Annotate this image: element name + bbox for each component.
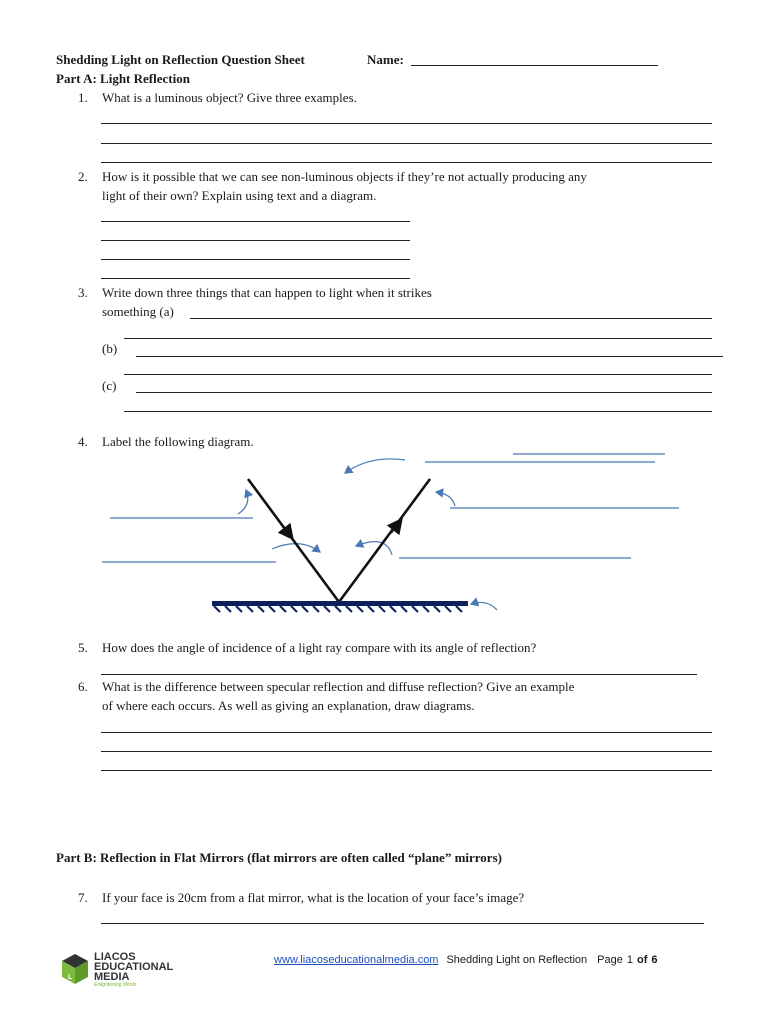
q3b-answer-line[interactable] bbox=[124, 374, 712, 375]
footer-of-label: of bbox=[636, 954, 648, 966]
logo-text-line3: MEDIA bbox=[94, 971, 130, 983]
pointer-arrow bbox=[345, 459, 405, 473]
incident-ray bbox=[248, 479, 339, 602]
q2-answer-line[interactable] bbox=[101, 278, 410, 279]
q4-number: 4. bbox=[78, 434, 88, 449]
q1-answer-line[interactable] bbox=[101, 143, 712, 144]
q7-number: 7. bbox=[78, 890, 88, 905]
q6-answer-line[interactable] bbox=[101, 770, 712, 771]
q2-answer-line[interactable] bbox=[101, 221, 410, 222]
reflection-diagram bbox=[0, 440, 768, 620]
logo-tagline: Enlightening Minds bbox=[94, 982, 137, 988]
footer-website-link[interactable]: www.liacoseducationalmedia.com bbox=[274, 954, 439, 966]
liacos-logo bbox=[60, 952, 190, 988]
pointer-arrow bbox=[471, 602, 497, 610]
q3-text-line2: something (a) bbox=[102, 304, 174, 319]
q6-answer-line[interactable] bbox=[101, 732, 712, 733]
q5-text: How does the angle of incidence of a light ray compare with its angle of reflection? bbox=[102, 640, 537, 655]
sheet-title: Shedding Light on Reflection Question Sheet bbox=[56, 52, 305, 67]
part-a-heading: Part A: Light Reflection bbox=[56, 71, 190, 86]
q3-text-line1: Write down three things that can happen to light when it strikes bbox=[102, 285, 432, 300]
q1-text: What is a luminous object? Give three examples. bbox=[102, 90, 357, 105]
logo-text-line1: LIACOS bbox=[94, 951, 136, 963]
q6-number: 6. bbox=[78, 679, 88, 694]
part-b-heading: Part B: Reflection in Flat Mirrors (flat mirrors are often called “plane” mirrors) bbox=[56, 850, 502, 865]
q4-text: Label the following diagram. bbox=[102, 434, 254, 449]
q3-c-label: (c) bbox=[102, 378, 117, 393]
q3a-answer-line[interactable] bbox=[190, 318, 712, 319]
q2-text-line2: light of their own? Explain using text and a diagram. bbox=[102, 188, 377, 203]
q2-answer-line[interactable] bbox=[101, 259, 410, 260]
q3a-answer-line[interactable] bbox=[124, 338, 712, 339]
q3-b-label: (b) bbox=[102, 341, 118, 356]
q6-text-line2: of where each occurs. As well as giving an explanation, draw diagrams. bbox=[102, 698, 475, 713]
q6-answer-line[interactable] bbox=[101, 751, 712, 752]
q1-answer-line[interactable] bbox=[101, 162, 712, 163]
q7-answer-line[interactable] bbox=[101, 923, 704, 924]
footer-page-total: 6 bbox=[651, 954, 658, 966]
logo-text-line2: EDUCATIONAL bbox=[94, 961, 174, 973]
pointer-arrow bbox=[238, 490, 248, 514]
svg-text:L: L bbox=[68, 974, 73, 981]
reflected-ray bbox=[339, 479, 430, 602]
footer-title: Shedding Light on Reflection bbox=[446, 954, 588, 966]
q6-text-line1: What is the difference between specular reflection and diffuse reflection? Give an example bbox=[102, 679, 575, 694]
logo-cube-icon bbox=[60, 952, 90, 986]
footer-page-label: Page bbox=[597, 954, 623, 966]
q2-text-line1: How is it possible that we can see non-luminous objects if they’re not actually producing any bbox=[102, 169, 587, 184]
q7-text: If your face is 20cm from a flat mirror, what is the location of your face’s image? bbox=[102, 890, 525, 905]
q2-answer-line[interactable] bbox=[101, 240, 410, 241]
q2-number: 2. bbox=[78, 169, 88, 184]
q3c-answer-line[interactable] bbox=[124, 411, 712, 412]
q3-number: 3. bbox=[78, 285, 88, 300]
q1-number: 1. bbox=[78, 90, 88, 105]
q3b-answer-line[interactable] bbox=[136, 356, 723, 357]
mirror-surface bbox=[212, 601, 468, 606]
name-label: Name: bbox=[367, 52, 404, 67]
q5-number: 5. bbox=[78, 640, 88, 655]
q1-answer-line[interactable] bbox=[101, 123, 712, 124]
pointer-arrow bbox=[436, 492, 455, 506]
name-field-line[interactable] bbox=[411, 65, 658, 66]
footer-page-number: 1 bbox=[626, 954, 633, 966]
q5-answer-line[interactable] bbox=[101, 674, 697, 675]
q3c-answer-line[interactable] bbox=[136, 392, 712, 393]
